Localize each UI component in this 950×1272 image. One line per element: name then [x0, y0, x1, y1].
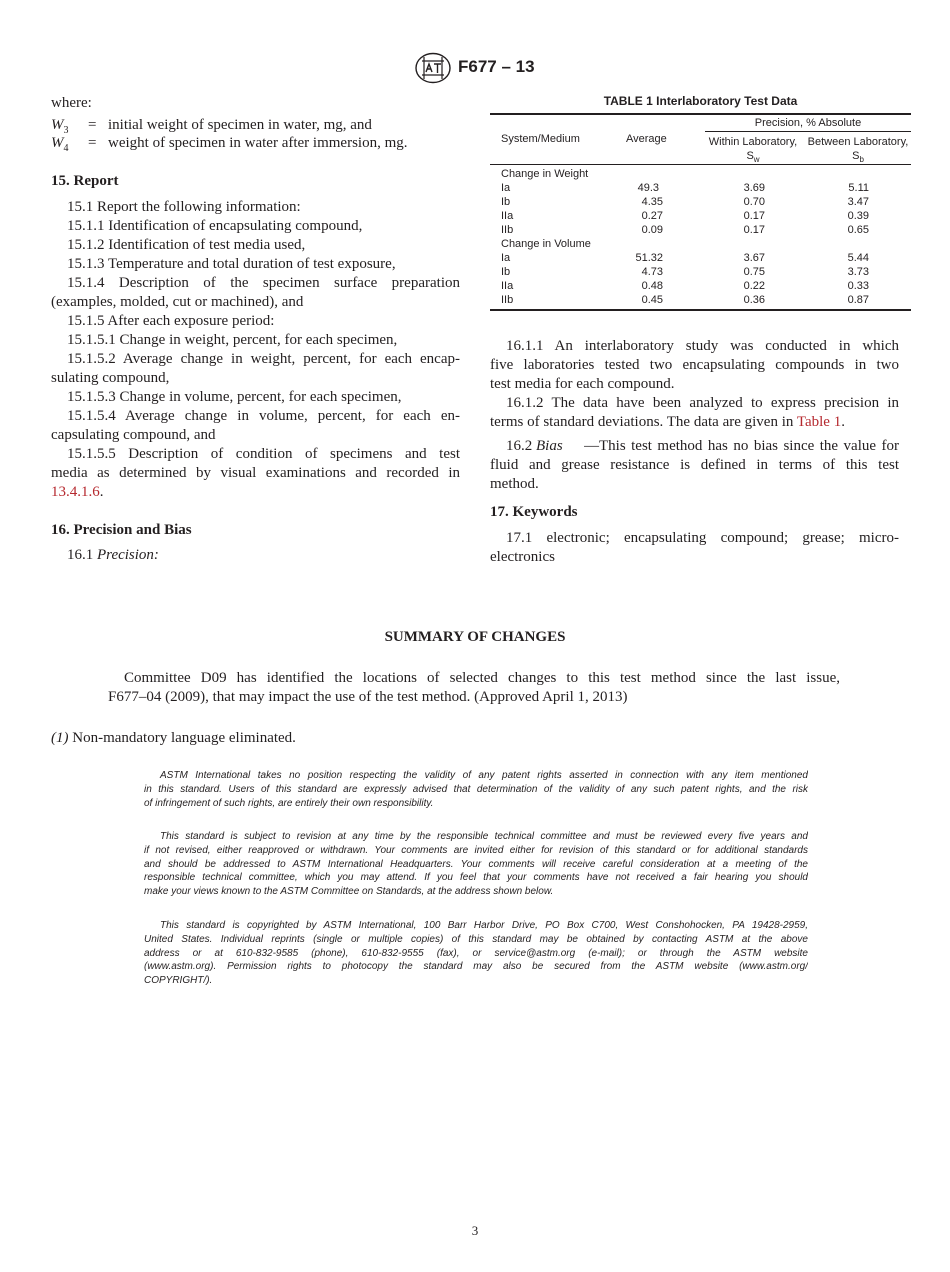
para-16-2-line2: fluid and grease resistance is defined in terms of this test [490, 457, 899, 473]
table-cell: 5.44 [847, 252, 869, 264]
symbol-w3: $W_3$ [51, 117, 69, 136]
table-header-average: Average [626, 133, 667, 145]
equals-sign: = [88, 135, 97, 151]
table-cell: 4.35 [641, 196, 663, 208]
table-cell: 0.27 [641, 210, 663, 222]
table-group-volume: Change in Volume [501, 238, 591, 250]
summary-para-line1: Committee D09 has identified the locations of selected changes to this test method since the last issue, [124, 670, 840, 686]
table-rule-bottom [490, 309, 911, 311]
table-cell: 5.11 [848, 182, 869, 194]
para-15-1: 15.1 Report the following information: [67, 199, 301, 215]
section-heading-precision-bias: 16. Precision and Bias [51, 522, 192, 538]
table-cell: IIa [501, 280, 514, 292]
table-cell: 0.22 [743, 280, 765, 292]
section-heading-keywords: 17. Keywords [490, 504, 578, 520]
para-15-1-5-5-line2: media as determined by visual examinations and recorded in [51, 465, 460, 481]
table-cell: 0.09 [641, 224, 663, 236]
table-cell: 51.32 [635, 252, 663, 264]
para-15-1-5-1: 15.1.5.1 Change in weight, percent, for each specimen, [67, 332, 398, 348]
document-designation: F677 – 13 [458, 57, 535, 76]
para-16-1-1-line3: test media for each compound. [490, 376, 675, 392]
para-16-1-2-line2: terms of standard deviations. The data are given in Table 1. [490, 414, 845, 430]
table-header-between: Between Laboratory, $S_b$ [807, 136, 909, 165]
w3-definition: initial weight of specimen in water, mg, and [108, 117, 372, 133]
para-16-1: 16.1 Precision: [67, 547, 159, 563]
table-cell: 0.70 [743, 196, 765, 208]
table-cell: 0.33 [847, 280, 869, 292]
para-15-1-5-2-line2: sulating compound, [51, 370, 170, 386]
table-header-within: Within Laboratory, $S_w$ [708, 136, 798, 165]
table-cell: 0.39 [847, 210, 869, 222]
table-group-weight: Change in Weight [501, 168, 589, 180]
table-cell: Ia [501, 182, 511, 194]
where-label: where: [51, 95, 92, 111]
section-heading-report: 15. Report [51, 173, 119, 189]
table-cell: 49.3 [637, 182, 659, 194]
table-cell: 0.65 [847, 224, 869, 236]
table-cell: 0.75 [743, 266, 765, 278]
section-reference-link[interactable]: 13.4.1.6 [51, 484, 100, 500]
table-header-precision: Precision, % Absolute [754, 117, 862, 129]
table-cell: 3.69 [743, 182, 765, 194]
table-cell: 4.73 [641, 266, 663, 278]
para-15-1-4-line1: 15.1.4 Description of the specimen surface preparation [67, 275, 460, 291]
para-15-1-5-4-line2: capsulating compound, and [51, 427, 216, 443]
para-16-1-2-line1: 16.1.2 The data have been analyzed to express precision in [506, 395, 899, 411]
para-15-1-5-5-line3: 13.4.1.6. [51, 484, 104, 500]
table-cell: Ia [501, 252, 511, 264]
para-15-1-2: 15.1.2 Identification of test media used, [67, 237, 306, 253]
para-17-1-line1: 17.1 electronic; encapsulating compound; grease; micro- [506, 530, 899, 546]
table-cell: Ib [501, 196, 511, 208]
para-16-2-line1: 16.2 Bias —This test method has no bias since the value for [506, 438, 899, 454]
para-15-1-5-5-line1: 15.1.5.5 Description of condition of specimens and test [67, 446, 460, 462]
notice-copyright: This standard is copyrighted by ASTM International, 100 Barr Harbor Drive, PO Box C700, West Conshohocken, PA 19428-2959, United States. Individual reprints (single or multiple copies) of this standard may be obtained by contacting ASTM at the above address or at 610-832-9585 (phone), 610-832-9555 (fax), or service@astm.org (e-mail); or through the ASTM website (www.astm.org). Permission rights to photocopy the standard may also be secured from the ASTM website (www.astm.org/ COPYRIGHT/). [144, 920, 808, 987]
table-rule-top [490, 113, 911, 115]
table-cell: 3.73 [847, 266, 869, 278]
para-15-1-5-2-line1: 15.1.5.2 Average change in weight, percent, for each encap- [67, 351, 460, 367]
para-15-1-4-line2: (examples, molded, cut or machined), and [51, 294, 304, 310]
para-15-1-5: 15.1.5 After each exposure period: [67, 313, 275, 329]
equals-sign: = [88, 117, 97, 133]
table-cell: IIa [501, 210, 514, 222]
notice-revision: This standard is subject to revision at any time by the responsible technical committee and must be reviewed every five years and if not revised, either reapproved or withdrawn. Your comments are invited either for revision of this standard or for additional standards and should be addressed to ASTM International Headquarters. Your comments will receive careful consideration at a meeting of the responsible technical committee, which you may attend. If you feel that your comments have not received a fair hearing you should make your views known to the ASTM Committee on Standards, at the address shown below. [144, 831, 808, 898]
table-cell: 0.36 [743, 294, 765, 306]
table-cell: 3.67 [743, 252, 765, 264]
w4-definition: weight of specimen in water after immersion, mg. [108, 135, 408, 151]
astm-logo-icon [414, 52, 452, 84]
para-15-1-5-3: 15.1.5.3 Change in volume, percent, for each specimen, [67, 389, 402, 405]
para-16-2-line3: method. [490, 476, 539, 492]
table-cell: IIb [501, 224, 514, 236]
summary-para-line2: F677–04 (2009), that may impact the use of the test method. (Approved April 1, 2013) [108, 689, 628, 705]
table-rule-header [490, 164, 911, 165]
symbol-w4: $W_4$ [51, 135, 69, 154]
table-cell: 0.17 [743, 210, 765, 222]
table-header-system: System/Medium [501, 133, 580, 145]
para-16-1-1-line2: five laboratories tested two encapsulating compounds in two [490, 357, 899, 373]
summary-title: SUMMARY OF CHANGES [384, 629, 566, 645]
table-cell: 3.47 [847, 196, 869, 208]
table-title: TABLE 1 Interlaboratory Test Data [603, 94, 798, 108]
table-cell: IIb [501, 294, 514, 306]
table-cell: 0.17 [743, 224, 765, 236]
para-16-1-1-line1: 16.1.1 An interlaboratory study was conducted in which [506, 338, 899, 354]
table-rule-span [705, 131, 911, 132]
table-cell: 0.48 [641, 280, 663, 292]
summary-item-1: (1) Non-mandatory language eliminated. [51, 730, 296, 746]
para-15-1-1: 15.1.1 Identification of encapsulating compound, [67, 218, 363, 234]
page-number: 3 [471, 1223, 479, 1238]
table-cell: 0.45 [641, 294, 663, 306]
table-1-link[interactable]: Table 1 [796, 414, 842, 430]
table-cell: Ib [501, 266, 511, 278]
table-cell: 0.87 [847, 294, 869, 306]
para-17-1-line2: electronics [490, 549, 555, 565]
para-15-1-3: 15.1.3 Temperature and total duration of test exposure, [67, 256, 396, 272]
notice-patent-rights: ASTM International takes no position respecting the validity of any patent rights asserted in connection with any item mentioned in this standard. Users of this standard are expressly advised that determination of the validity of any such patent rights, and the risk of infringement of such rights, are entirely their own responsibility. [144, 770, 808, 809]
para-15-1-5-4-line1: 15.1.5.4 Average change in volume, percent, for each en- [67, 408, 460, 424]
